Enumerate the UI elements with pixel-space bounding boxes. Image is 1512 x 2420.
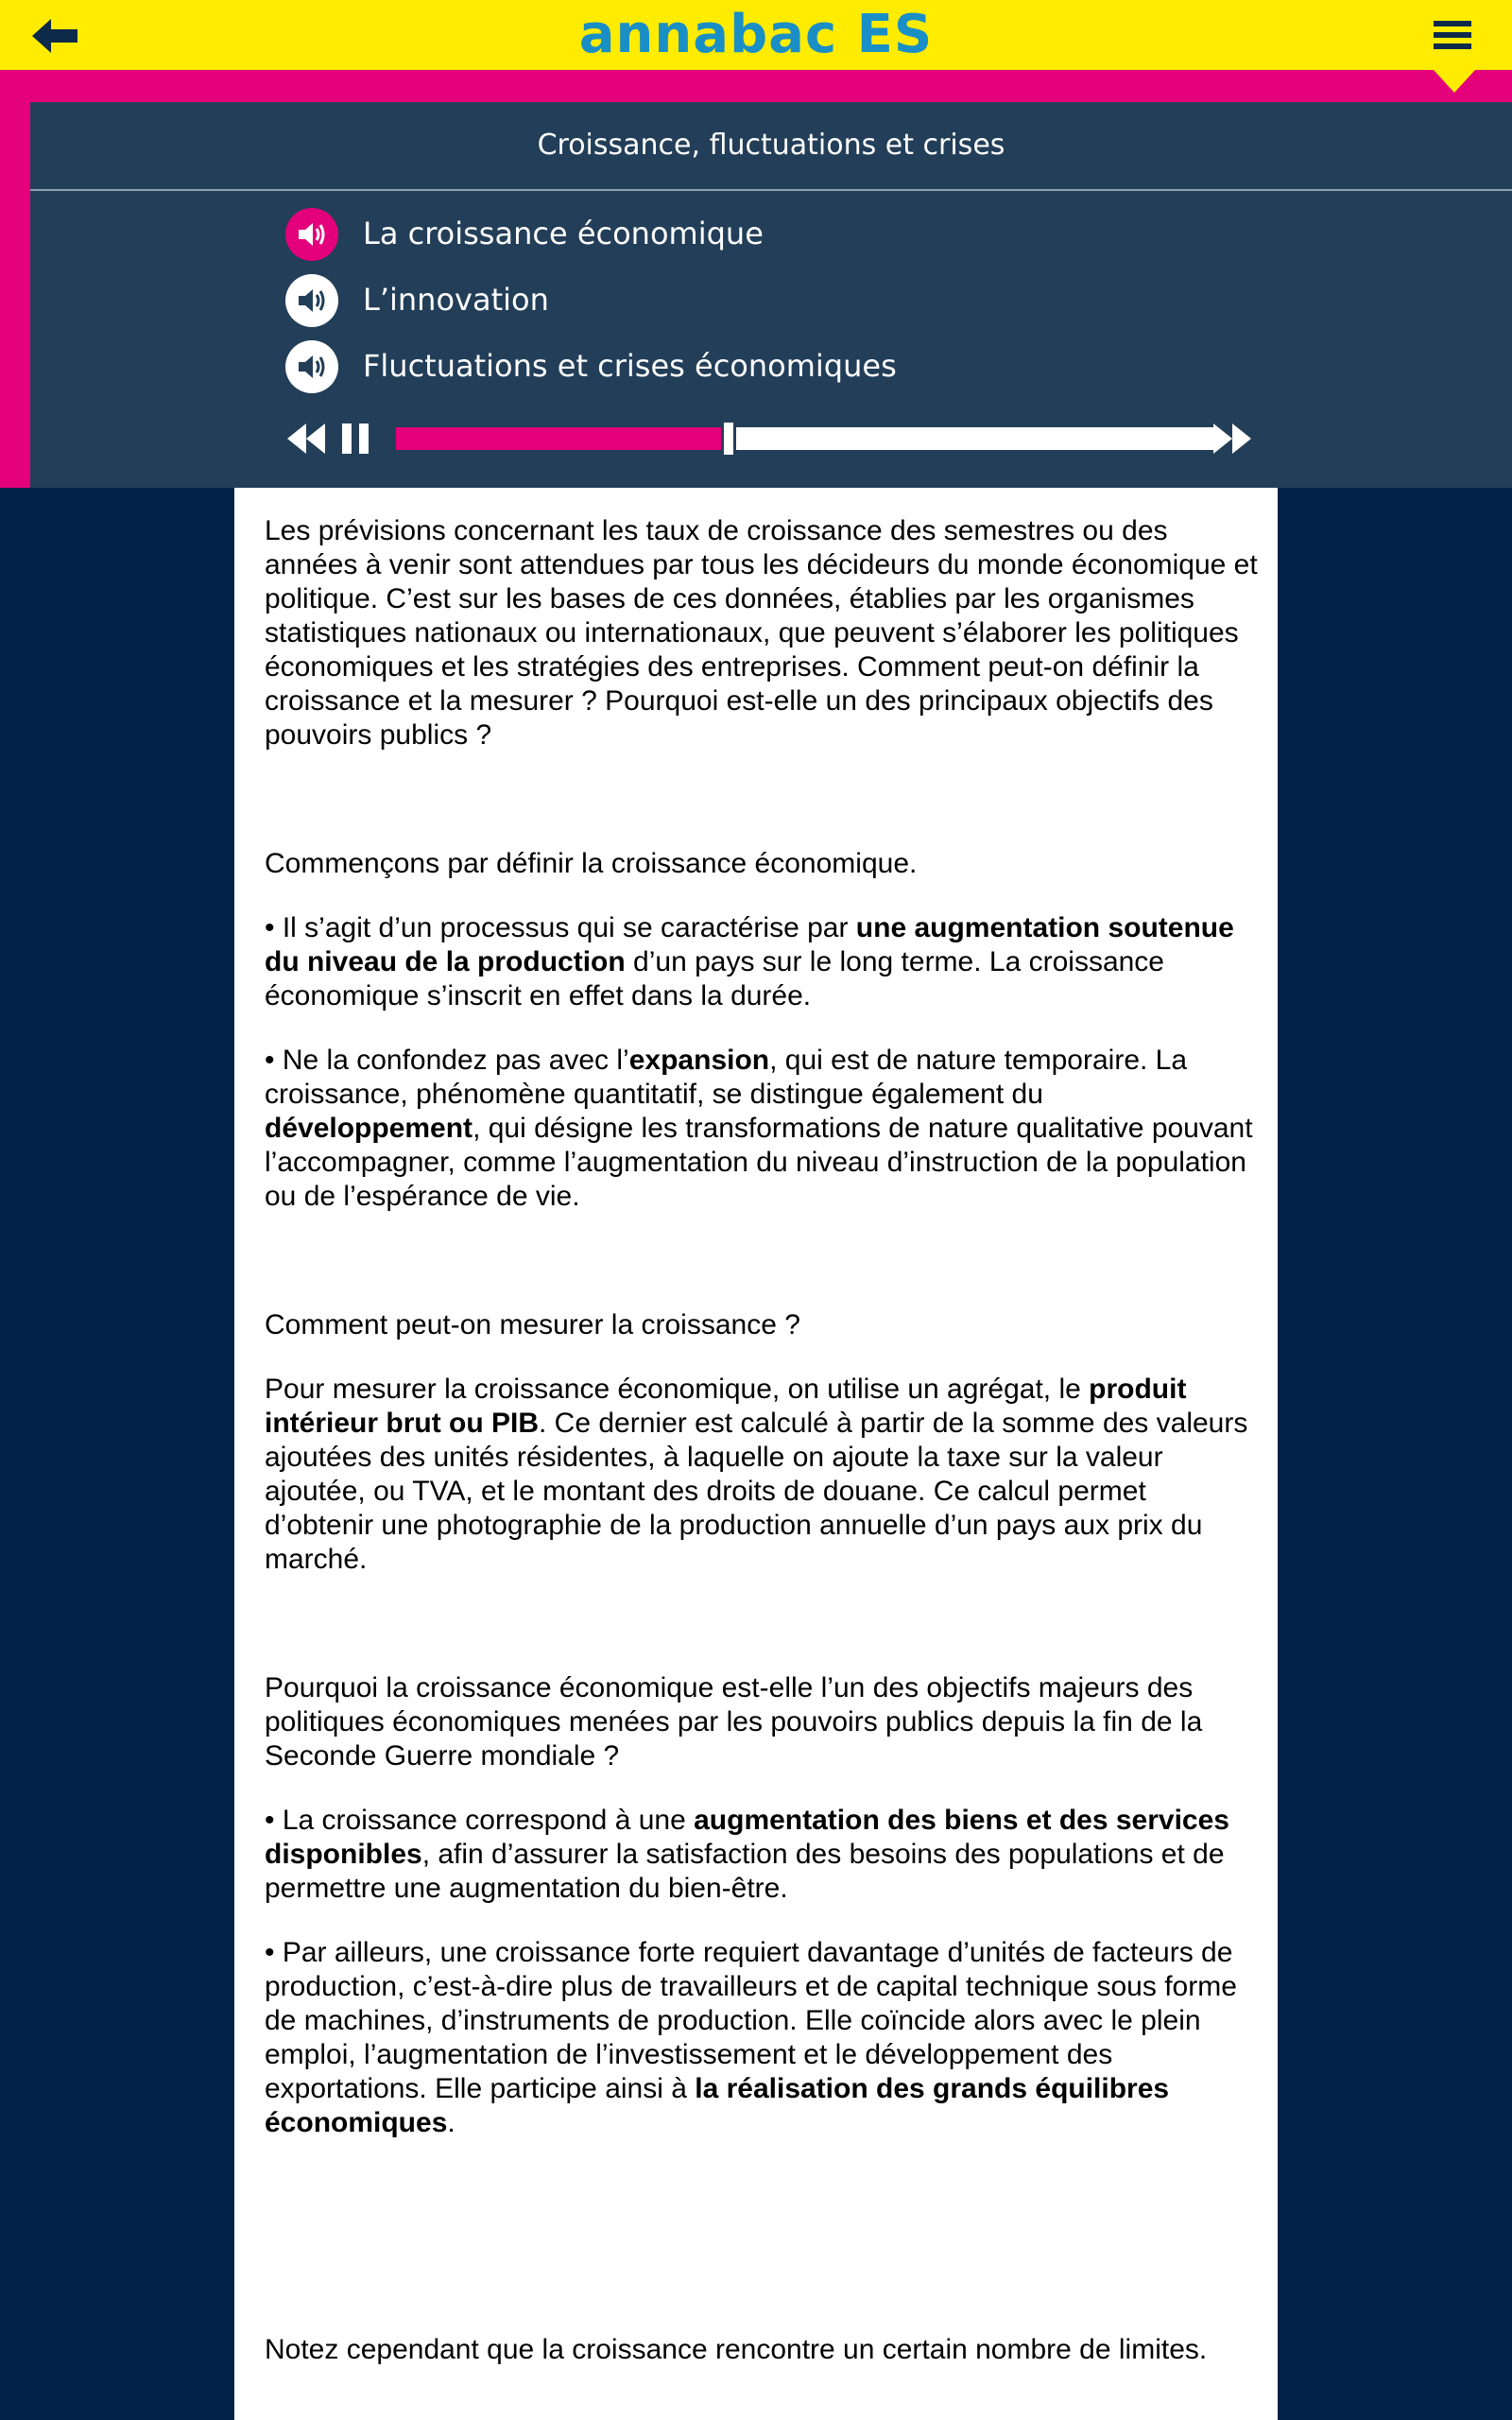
progress-slider[interactable] [396, 425, 1214, 452]
progress-handle[interactable] [721, 420, 736, 458]
progress-fill [396, 427, 723, 450]
track-label: L’innovation [363, 282, 549, 318]
track-item-fluctuations[interactable] [285, 340, 1136, 393]
pause-button[interactable] [338, 420, 372, 461]
content-card [234, 488, 1278, 2420]
section-heading: Comment peut-on mesurer la croissance ? [265, 1309, 800, 1340]
speaker-icon [285, 208, 338, 261]
track-item-innovation[interactable] [285, 274, 1136, 327]
section-heading: Commençons par définir la croissance économique. [265, 848, 918, 879]
pause-icon [338, 420, 372, 458]
fast-forward-icon [1211, 420, 1253, 458]
speaker-icon [285, 274, 338, 327]
track-item-croissance[interactable] [285, 208, 1136, 261]
paragraph: Pour mesurer la croissance économique, on utilise un agrégat, le produit intérieur brut ou PIB. Ce dernier est calculé à partir de la somme des valeurs ajoutées des unités résidentes, à laquelle on ajoute la taxe sur la valeur ajoutée, ou TVA, et le montant des droits de douane. Ce calcul permet d’obtenir une photographie de la production annuelle d’un pays aux prix du marché. [265, 1374, 1248, 1575]
app-title: annabac ES [578, 4, 934, 65]
audio-player [30, 102, 1512, 488]
track-label: La croissance économique [363, 216, 764, 251]
paragraph: • Par ailleurs, une croissance forte requiert davantage d’unités de facteurs de production, c’est-à-dire plus de travailleurs et de capital technique sous forme de machines, d’instruments de production. Elle coïncide alors avec le plein emploi, l’augmentation de l’investissement et le développement des exportations. Elle participe ainsi à la réalisation des grands équilibres économiques. [265, 1937, 1237, 2138]
speaker-icon [285, 340, 338, 393]
intro-paragraph: Les prévisions concernant les taux de croissance des semestres ou des années à venir sont attendues par tous les décideurs du monde économique et politique. C’est sur les bases de ces données, établies par les organismes statistiques nationaux ou internationaux, que peuvent s’élaborer les politiques économiques et les stratégies des entreprises. Comment peut-on définir la croissance et la mesurer ? Pourquoi est-elle un des principaux objectifs des pouvoirs publics ? [265, 515, 1258, 751]
paragraph: • La croissance correspond à une augmentation des biens et des services disponibles, afin d’assurer la satisfaction des besoins des populations et de permettre une augmentation du bien-être. [265, 1805, 1229, 1904]
top-bar [0, 0, 1512, 70]
menu-caret [1434, 70, 1475, 93]
divider [30, 189, 1512, 191]
section-heading: Pourquoi la croissance économique est-elle l’un des objectifs majeurs des politiques économiques menées par les pouvoirs publics depuis la fin de la Seconde Guerre mondiale ? [265, 1672, 1203, 1772]
forward-button[interactable] [1211, 420, 1253, 461]
rewind-icon [285, 420, 327, 458]
paragraph: Notez cependant que la croissance rencontre un certain nombre de limites. [265, 2334, 1208, 2365]
track-label: Fluctuations et crises économiques [363, 348, 897, 384]
paragraph: • Ne la confondez pas avec l’expansion, qui est de nature temporaire. La croissance, phénomène quantitatif, se distingue également du développement, qui désigne les transformations de nature qualitative pouvant l’accompagner, comme l’augmentation du niveau d’instruction de la population ou de l’espérance de vie. [265, 1045, 1253, 1212]
paragraph: • Il s’agit d’un processus qui se caractérise par une augmentation soutenue du niveau de la production d’un pays sur le long terme. La croissance économique s’inscrit en effet dans la durée. [265, 912, 1234, 1011]
accent-bar [0, 70, 1512, 102]
menu-button[interactable] [1432, 17, 1473, 53]
hamburger-menu-icon [1432, 17, 1473, 53]
player-title: Croissance, fluctuations et crises [537, 129, 1005, 162]
article-body [265, 514, 1259, 2397]
accent-side [0, 70, 30, 488]
rewind-button[interactable] [285, 420, 327, 461]
